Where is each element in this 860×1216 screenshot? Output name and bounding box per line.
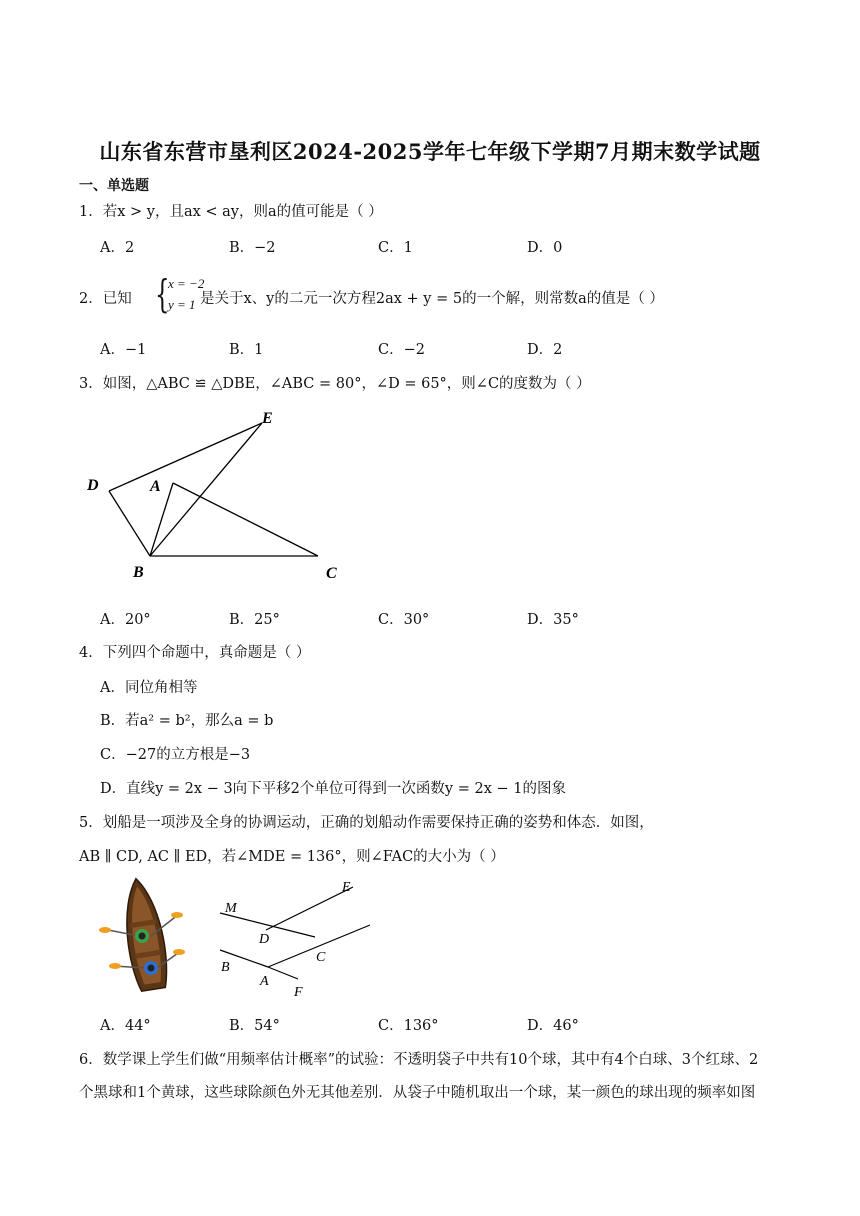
point-label-a: A	[260, 974, 269, 989]
q4-option-b[interactable]: B．若a² = b²，那么a = b	[100, 713, 274, 729]
point-label-b: B	[221, 960, 230, 975]
q1-option-d[interactable]: D．0	[527, 240, 563, 256]
q2-option-a[interactable]: A．−1	[100, 342, 147, 358]
q1-option-a[interactable]: A．2	[100, 240, 135, 256]
q1-option-b[interactable]: B．−2	[229, 240, 276, 256]
q3-option-d[interactable]: D．35°	[527, 612, 579, 628]
page-title: 山东省东营市垦利区2024-2025学年七年级下学期7月期末数学试题	[99, 139, 761, 164]
point-label-e: E	[342, 880, 351, 895]
q5-option-a[interactable]: A．44°	[100, 1018, 151, 1034]
q5-stem-line2: AB ∥ CD, AC ∥ ED，若∠MDE = 136°，则∠FAC的大小为（ ）	[79, 849, 505, 865]
point-label-e: E	[262, 410, 273, 427]
q2-system-eq2: y = 1	[168, 297, 196, 312]
q5-option-c[interactable]: C．136°	[378, 1018, 439, 1034]
q3-triangle-figure	[80, 405, 350, 585]
q2-option-c[interactable]: C．−2	[378, 342, 425, 358]
q2-equation-system	[155, 272, 205, 316]
q1-stem: 1．若x > y，且ax < ay，则a的值可能是（ ）	[79, 204, 383, 220]
point-label-f: F	[294, 985, 303, 1000]
q2-stem: 是关于x、y的二元一次方程2ax + y = 5的一个解，则常数a的值是（ ）	[200, 291, 664, 307]
q6-stem-line2: 个黑球和1个黄球，这些球除颜色外无其他差别．从袋子中随机取出一个球，某一颜色的球出现的频率如图	[79, 1085, 756, 1101]
point-label-c: C	[326, 565, 337, 582]
q6-stem-line1: 6．数学课上学生们做“用频率估计概率”的试验：不透明袋子中共有10个球，其中有4个白球、3个红球、2	[79, 1052, 759, 1068]
point-label-m: M	[225, 901, 237, 916]
q4-stem: 4．下列四个命题中，真命题是（ ）	[79, 645, 311, 661]
q4-option-d[interactable]: D．直线y = 2x − 3向下平移2个单位可得到一次函数y = 2x − 1的图象	[100, 781, 566, 797]
point-label-a: A	[150, 478, 161, 495]
point-label-c: C	[316, 950, 326, 965]
q2-option-d[interactable]: D．2	[527, 342, 563, 358]
q5-stem-line1: 5．划船是一项涉及全身的协调运动，正确的划船动作需要保持正确的姿势和体态．如图，	[79, 815, 654, 831]
q3-option-a[interactable]: A．20°	[100, 612, 151, 628]
q2-prefix: 2．已知	[79, 291, 132, 307]
q5-parallel-lines-figure	[215, 876, 380, 1002]
q3-option-b[interactable]: B．25°	[229, 612, 280, 628]
q2-option-b[interactable]: B．1	[229, 342, 264, 358]
point-label-d: D	[87, 477, 99, 494]
q3-stem: 3．如图，△ABC ≌ △DBE，∠ABC = 80°，∠D = 65°，则∠C的度数为（ ）	[79, 376, 591, 392]
q3-option-c[interactable]: C．30°	[378, 612, 430, 628]
rowing-boat-image	[95, 874, 195, 998]
point-label-d: D	[259, 932, 270, 947]
q4-option-c[interactable]: C．−27的立方根是−3	[100, 747, 251, 763]
point-label-b: B	[133, 564, 144, 581]
q5-option-b[interactable]: B．54°	[229, 1018, 280, 1034]
q5-option-d[interactable]: D．46°	[527, 1018, 579, 1034]
q4-option-a[interactable]: A．同位角相等	[100, 680, 198, 696]
q1-option-c[interactable]: C．1	[378, 240, 413, 256]
q2-system-eq1: x = −2	[168, 276, 205, 291]
section-heading: 一、单选题	[79, 178, 149, 194]
brace-icon: {	[155, 272, 170, 316]
